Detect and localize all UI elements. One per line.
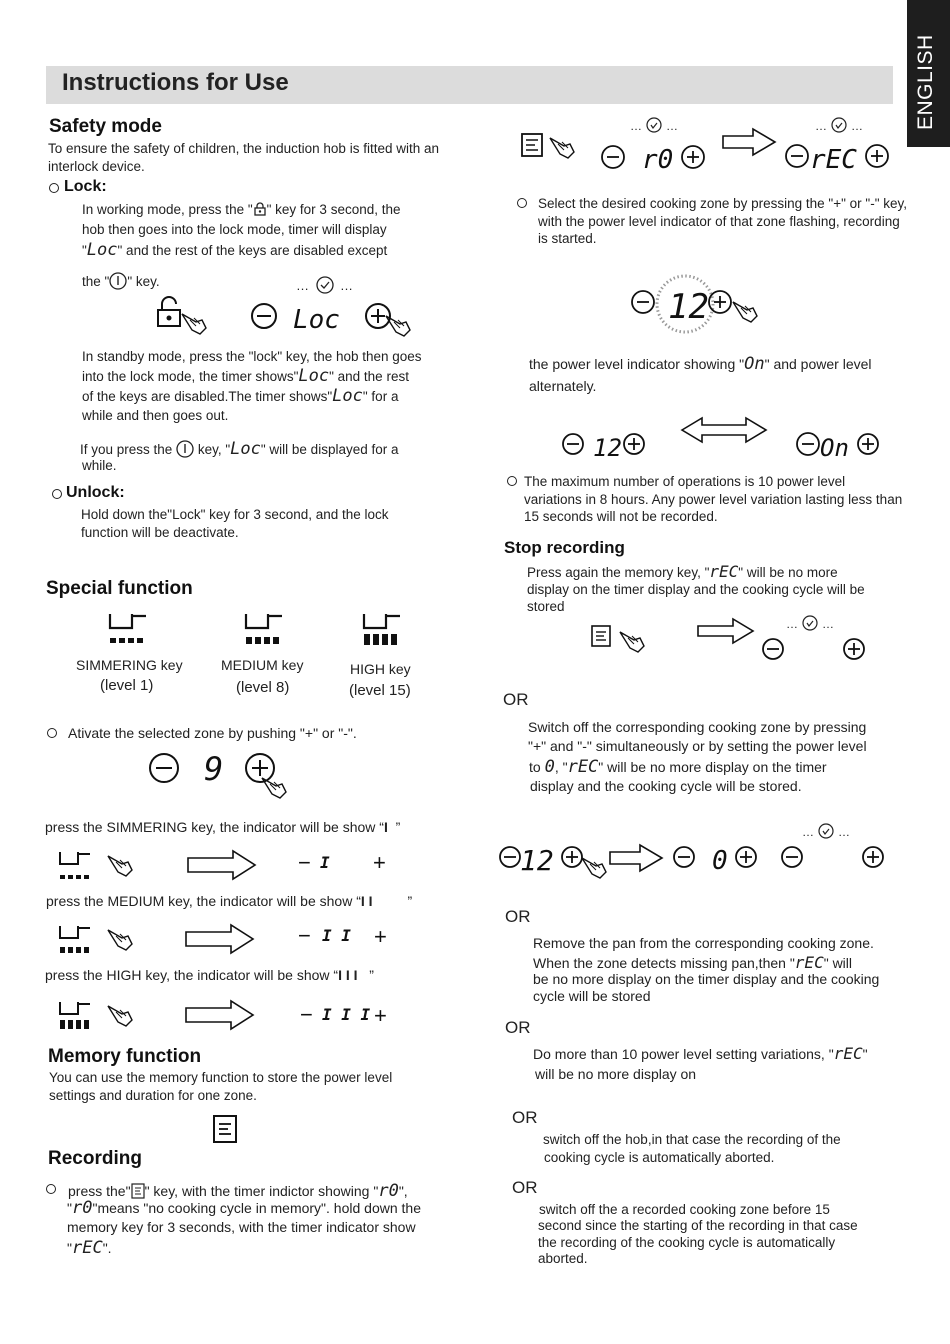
recording-line-1: press the" " key, with the timer indictor showing "r0", [68, 1181, 408, 1201]
zone-value-display: 9 [204, 750, 224, 788]
max-operations-text: The maximum number of operations is 10 power level variations in 8 hours. Any power level variation lasting less than 15 seconds will not be recorded. [524, 474, 903, 524]
remove-line-3: be no more display on the timer display and the cooking [533, 971, 880, 987]
simmer-row-illustration [56, 848, 416, 886]
medium-instruction: press the MEDIUM key, the indicator will be show “I I ” [46, 893, 413, 909]
recording-line-2: "r0"means "no cooking cycle in memory". hold down the [67, 1198, 421, 1218]
svg-text:…: … [838, 825, 850, 839]
activate-text: Ativate the selected zone by pushing "+" or "-". [68, 725, 357, 741]
arrow-right-icon [188, 851, 255, 879]
zero-display: 0 [712, 846, 728, 876]
lock-line-4: the " " key. [82, 274, 160, 289]
simmer-key-level: (level 1) [100, 677, 154, 694]
power-indicator-line-2: alternately. [529, 378, 597, 394]
high-key-label: HIGH key [350, 661, 411, 677]
remove-line-2: When the zone detects missing pan,then "rEC" will [533, 953, 853, 972]
timer-icon [317, 277, 333, 293]
or-label-3: OR [505, 1018, 531, 1037]
high-minus: − [300, 1002, 313, 1027]
timer-icon [803, 616, 817, 630]
recording-line-4: "rEC". [67, 1238, 112, 1258]
flash-illustration [630, 276, 770, 336]
hand-icon [550, 138, 574, 158]
or-label-1: OR [503, 690, 529, 709]
arrow-right-icon [610, 845, 662, 871]
timer-icon [647, 118, 661, 132]
switch-line-2: "+" and "-" simultaneously or by setting the power level [528, 738, 867, 754]
hand-icon [108, 1006, 132, 1026]
high-key-level: (level 15) [349, 682, 411, 699]
lock-line-1: In working mode, press the " " key for 3 second, the [82, 202, 401, 217]
high-key-icon [60, 1002, 90, 1029]
power-icon [176, 440, 194, 458]
standby-line-3: of the keys are disabled.The timer shows"Loc" for a [82, 386, 399, 406]
recording-start-illustration [520, 116, 900, 176]
medium-key-label: MEDIUM key [221, 657, 304, 673]
language-tab [907, 0, 950, 147]
medium-minus: − [298, 923, 311, 948]
safety-intro: To ensure the safety of children, the induction hob is fitted with an interlock device. [48, 141, 439, 174]
simmer-instruction: press the SIMMERING key, the indicator will be show “I ” [45, 819, 401, 835]
stop-line-1: Press again the memory key, "rEC" will be no more [527, 562, 838, 581]
hand-icon [620, 632, 644, 652]
high-indicator: I I I [322, 1005, 371, 1024]
bullet-max [507, 476, 517, 486]
unlock-line-1: Hold down the"Lock" key for 3 second, and the lock [81, 507, 389, 522]
stop-recording-heading: Stop recording [504, 538, 625, 557]
medium-indicator: I I [322, 926, 351, 945]
rec15-line-3: the recording of the cooking cycle is automatically [538, 1235, 836, 1250]
alt-value-display: 12 [593, 434, 622, 462]
standby-line-1: In standby mode, press the "lock" key, the hob then goes [82, 349, 422, 364]
svg-text:…: … [802, 825, 814, 839]
simmer-key-icon [60, 852, 90, 879]
medium-key-icon [246, 614, 282, 644]
svg-text:…: … [630, 119, 642, 133]
loc-display: Loc [293, 305, 340, 335]
rec-display: rEC [810, 145, 857, 175]
hob-line-2: cooking cycle is automatically aborted. [544, 1150, 775, 1165]
arrow-right-icon [723, 129, 775, 155]
double-arrow-icon [682, 418, 766, 442]
or-label-4: OR [512, 1108, 538, 1127]
value-12-display: 12 [520, 844, 554, 877]
high-key-icon [364, 614, 400, 645]
remove-line-4: cycle will be stored [533, 988, 651, 1004]
arrow-right-icon [186, 1001, 253, 1029]
hand-icon [108, 856, 132, 876]
simmer-plus: + [373, 850, 386, 875]
lock-illustration [150, 270, 430, 340]
flash-value: 12 [668, 287, 709, 327]
special-function-heading: Special function [46, 578, 193, 599]
svg-text:…: … [666, 119, 678, 133]
bullet-activate [47, 728, 57, 738]
switch-line-3: to 0, "rEC" will be no more display on the timer [529, 757, 827, 777]
bullet-recording [46, 1184, 56, 1194]
memory-intro: You can use the memory function to store the power level settings and duration for one zone. [49, 1070, 393, 1103]
select-zone-text: Select the desired cooking zone by pressing the "+" or "-" key, with the power level indicator of that zone flashing, recording is started. [538, 196, 907, 246]
svg-text:…: … [340, 278, 353, 293]
activate-illustration [148, 750, 308, 810]
bullet-select [517, 198, 527, 208]
stop-line-3: stored [527, 599, 565, 614]
svg-text:…: … [815, 119, 827, 133]
switch-off-illustration [498, 822, 898, 882]
r0-display: r0 [642, 145, 674, 175]
hand-icon [582, 858, 606, 878]
standby-line-2: into the lock mode, the timer shows"Loc" and the rest [82, 366, 409, 386]
language-label: ENGLISH [914, 34, 937, 130]
stop-illustration [590, 614, 880, 664]
loc-display-text: Loc [86, 240, 118, 260]
memory-key-icon [131, 1183, 145, 1199]
page-title: Instructions for Use [62, 69, 289, 96]
medium-plus: + [374, 924, 387, 949]
bullet-unlock [52, 489, 62, 499]
recording-heading: Recording [48, 1148, 142, 1169]
lock-heading: Lock: [64, 178, 107, 195]
arrow-right-icon [186, 925, 253, 953]
power-indicator-line-1: the power level indicator showing "On" and power level [529, 354, 872, 374]
unlock-heading: Unlock: [66, 484, 125, 501]
lock-line-2: hob then goes into the lock mode, timer will display [82, 222, 387, 237]
domore-line-2: will be no more display on [535, 1066, 697, 1082]
hand-icon [182, 314, 206, 334]
memory-function-heading: Memory function [48, 1046, 202, 1067]
medium-row-illustration [56, 922, 416, 960]
special-keys-icons [100, 608, 430, 648]
recording-line-3: memory key for 3 seconds, with the timer indicator show [67, 1219, 416, 1235]
simmer-key-label: SIMMERING key [76, 657, 183, 673]
simmer-indicator: I [320, 853, 330, 872]
hand-icon [108, 930, 132, 950]
domore-line-1: Do more than 10 power level setting variations, "rEC" [533, 1044, 868, 1063]
switch-line-1: Switch off the corresponding cooking zone by pressing [528, 719, 867, 735]
svg-text:…: … [822, 617, 834, 631]
stop-line-2: display on the timer display and the cooking cycle will be [527, 582, 865, 597]
unlock-line-2: function will be deactivate. [81, 525, 239, 540]
rec15-line-2: second since the starting of the recording in that case [538, 1218, 858, 1233]
memory-key-icon [212, 1114, 238, 1144]
rec15-line-1: switch off the a recorded cooking zone before 15 [539, 1202, 830, 1217]
medium-key-level: (level 8) [236, 679, 290, 696]
or-label-5: OR [512, 1178, 538, 1197]
svg-text:…: … [786, 617, 798, 631]
or-label-2: OR [505, 907, 531, 926]
power-icon [109, 272, 127, 290]
ifpress-line-2: while. [82, 458, 117, 473]
svg-text:…: … [851, 119, 863, 133]
padlock-icon [158, 297, 180, 326]
timer-icon [832, 118, 846, 132]
arrow-right-icon [698, 619, 753, 643]
standby-line-4: while and then goes out. [82, 408, 229, 423]
bullet-lock [49, 183, 59, 193]
lock-line-3: "Loc" and the rest of the keys are disabled except [82, 240, 388, 260]
ifpress-line-1: If you press the key, "Loc" will be displayed for a [80, 439, 399, 459]
safety-mode-heading: Safety mode [49, 116, 162, 137]
simmer-minus: − [298, 850, 311, 875]
timer-icon [819, 824, 833, 838]
switch-line-4: display and the cooking cycle will be stored. [530, 778, 802, 794]
timer-dots-left: … [296, 278, 309, 293]
lock-icon [253, 202, 267, 216]
high-instruction: press the HIGH key, the indicator will be show “I I I ” [45, 967, 374, 983]
alternate-illustration [560, 416, 890, 462]
hand-icon [733, 302, 757, 322]
hob-line-1: switch off the hob,in that case the recording of the [543, 1132, 841, 1147]
high-plus: + [374, 1003, 387, 1028]
simmer-key-icon [110, 614, 146, 643]
remove-line-1: Remove the pan from the corresponding cooking zone. [533, 935, 874, 951]
rec15-line-4: aborted. [538, 1251, 588, 1266]
on-display: On [820, 434, 849, 462]
medium-key-icon [60, 926, 90, 953]
